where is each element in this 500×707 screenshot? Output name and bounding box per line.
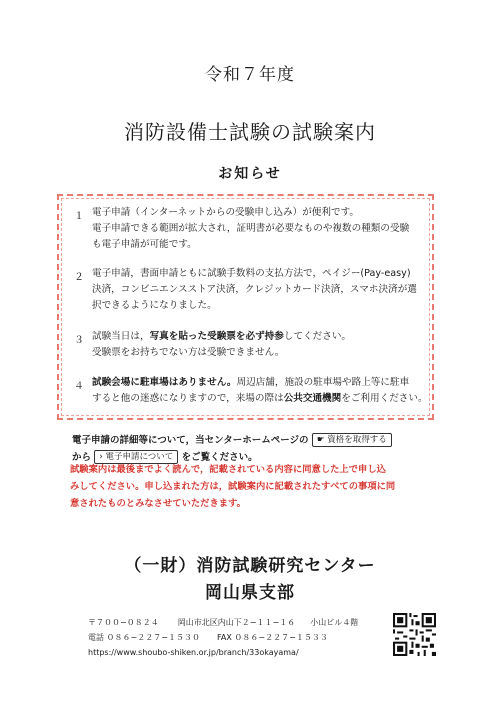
website-url[interactable]: https://www.shoubo-shiken.or.jp/branch/33okayama/ xyxy=(88,648,299,657)
notice-3-line-2: 受験票をお持ちでない方は受験できません。 xyxy=(92,347,285,358)
notice-1-line-1: 電子申請（インターネットからの受験申し込み）が便利です。 xyxy=(92,207,359,218)
details-line-1: 電子申請の詳細等について，当センターホームページの ☛ 資格を取得する xyxy=(72,432,432,449)
notice-3-emphasis: 写真を貼った受験票を必ず持参 xyxy=(149,331,284,342)
warning-line-3: 意されたものとみなさせていただきます。 xyxy=(70,498,246,509)
organization-name: （一財）消防試験研究センター xyxy=(124,556,376,576)
notice-4-line-1: 試験会場に駐車場はありません。周辺店舗，施設の駐車場や路上等に駐車 xyxy=(92,377,410,388)
page-title: 消防設備士試験の試験案内 xyxy=(124,120,376,144)
notice-2-line-1: 電子申請，書面申請ともに試験手数料の支払方法で，ペイジー(Pay-easy) xyxy=(92,268,411,279)
hand-pointer-icon: ☛ xyxy=(316,435,325,445)
notice-1-number: １ xyxy=(74,211,84,222)
notice-3-line-1: 試験当日は，写真を貼った受験票を必ず持参してください。 xyxy=(92,331,352,342)
notice-4-emphasis: 試験会場に駐車場はありません。 xyxy=(92,377,237,388)
details-line-2: から › 電子申請について をご覧ください。 xyxy=(72,452,258,463)
chevron-right-icon: › xyxy=(99,452,103,462)
notice-1-line-2: 電子申請できる範囲が拡大され，証明書が必要なものや複数の種類の受験 xyxy=(92,223,410,234)
notice-4-line-2: すると他の迷惑になりますので，来場の際は公共交通機関をご利用ください。 xyxy=(92,393,428,404)
notice-3-number: ３ xyxy=(74,335,84,346)
notice-4-number: ４ xyxy=(74,381,84,392)
branch-name: 岡山県支部 xyxy=(205,583,295,603)
notice-heading: お知らせ xyxy=(218,166,282,182)
online-application-button[interactable]: › 電子申請について xyxy=(94,450,178,464)
fax-number: ０８６−２２７−１５３３ xyxy=(234,633,328,642)
address-line xyxy=(88,617,358,628)
application-warning xyxy=(70,461,440,512)
get-qualification-button[interactable]: ☛ 資格を取得する xyxy=(312,433,392,447)
postal-code: 〒７００−０８２４ xyxy=(88,618,159,627)
notice-1-line-3: も電子申請が可能です。 xyxy=(92,239,197,250)
building-name: 小山ビル４階 xyxy=(310,618,359,627)
street-address: 岡山市北区内山下２−１１−１６ xyxy=(177,618,296,627)
phone-number: ０８６−２２７−１５３０ xyxy=(106,633,200,642)
qr-code-icon[interactable] xyxy=(393,613,436,656)
notice-2-number: ２ xyxy=(74,272,84,283)
contact-line: 電話 ０８６−２２７−１５３０ FAX ０８６−２２７−１５３３ xyxy=(88,633,328,642)
notice-4-transit-emphasis: 公共交通機関 xyxy=(283,393,342,404)
notice-2-line-2: 決済，コンビニエンスストア決済，クレジットカード決済，スマホ決済が選 xyxy=(92,284,417,295)
warning-line-1: 試験案内は最後までよく読んで，記載されている内容に同意した上で申し込 xyxy=(70,464,386,475)
notice-2-line-3: 択できるようになりました。 xyxy=(92,300,217,311)
warning-line-2: みしてください。申し込まれた方は，試験案内に記載されたすべての事項に同 xyxy=(70,481,396,492)
fiscal-year: 令和７年度 xyxy=(205,65,295,85)
